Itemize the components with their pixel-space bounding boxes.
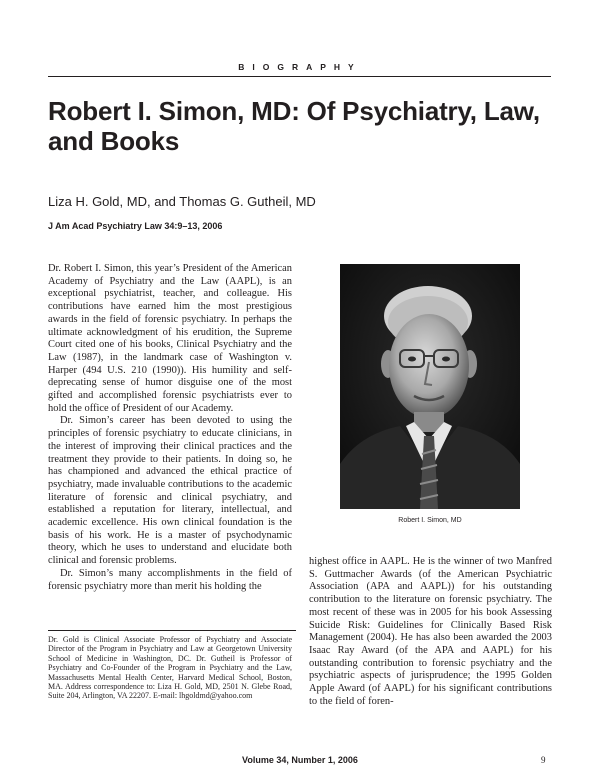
article-title: Robert I. Simon, MD: Of Psychiatry, Law, and Books xyxy=(48,96,540,156)
body-column-right xyxy=(309,556,552,708)
journal-issue: Volume 34, Number 1, 2006 xyxy=(242,755,358,765)
author-footnote: Dr. Gold is Clinical Associate Professor of Psychiatry and Associate Director of the Program in Psychiatry and Law at Georgetown University School of Medicine in Washington, DC. Dr. Gutheil is Professor of Psychiatry and Co-Founder of the Program in Psychiatry and the Law, Massachusetts Mental Health Center, Harvard Medical School, Boston, MA. Address correspondence to: Liza H. Gold, MD, 2501 N. Glebe Road, Suite 204, Arlington, VA 22207. E-mail: lhgoldmd@yahoo.com xyxy=(48,635,292,701)
article-citation: J Am Acad Psychiatry Law 34:9–13, 2006 xyxy=(48,221,223,231)
page-number: 9 xyxy=(541,755,546,765)
header-rule xyxy=(48,76,551,77)
author-portrait-photo xyxy=(340,264,520,509)
body-paragraph: Dr. Simon’s career has been devoted to using the principles of forensic psychiatry to educate clinicians, in the interest of improving their clinical practices and the treatment they provide to their patients. In doing so, he has championed and advanced the ethical practice of psychiatry, made invaluable contributions to the academic literature of forensic and clinical psychiatry, and established a reputation for literary, intellectual, and academic excellence. His own clinical foundation is the basis of his work. He is a master of psychodynamic theory, which he uses to understand and elucidate both clinical and forensic problems. xyxy=(48,415,292,567)
photo-caption: Robert I. Simon, MD xyxy=(398,517,462,524)
body-paragraph: Dr. Robert I. Simon, this year’s President of the American Academy of Psychiatry and the Law (AAPL), is an exceptional psychiatrist, teacher, and colleague. His contributions have earned him the most prestigious awards in the field of forensic psychiatry. In perhaps the ultimate acknowledgment of his erudition, the Supreme Court cited one of his books, Clinical Psychiatry and the Law (1987), in the landmark case of Washington v. Harper (494 U.S. 210 (1990)). His humility and self-deprecating sense of humor disguise one of the most gifted and accomplished forensic psychiatrists ever to hold the office of President of our Academy. xyxy=(48,263,292,414)
portrait-illustration xyxy=(340,264,520,509)
body-paragraph: highest office in AAPL. He is the winner of two Manfred S. Guttmacher Awards (of the American Psychiatric Association (APA and AAPL)) for his outstanding contribution to the literature on forensic psychiatry. The most recent of these was in 2005 for his book Assessing Suicide Risk: Guidelines for Clinically Based Risk Management (2004). He has also been awarded the 2003 Isaac Ray Award (of the APA and AAPL) for his outstanding contribution to forensic psychiatry and the psychiatric aspects of jurisprudence; the 1995 Golden Apple Award (of AAPL) for his significant contributions to the field of foren- xyxy=(309,556,552,707)
body-paragraph: Dr. Simon’s many accomplishments in the field of forensic psychiatry more than merit his holding the xyxy=(48,567,292,592)
body-column-left xyxy=(48,263,292,593)
section-label: BIOGRAPHY xyxy=(238,62,362,72)
article-authors: Liza H. Gold, MD, and Thomas G. Gutheil, MD xyxy=(48,194,316,209)
footnote-rule xyxy=(48,630,296,631)
